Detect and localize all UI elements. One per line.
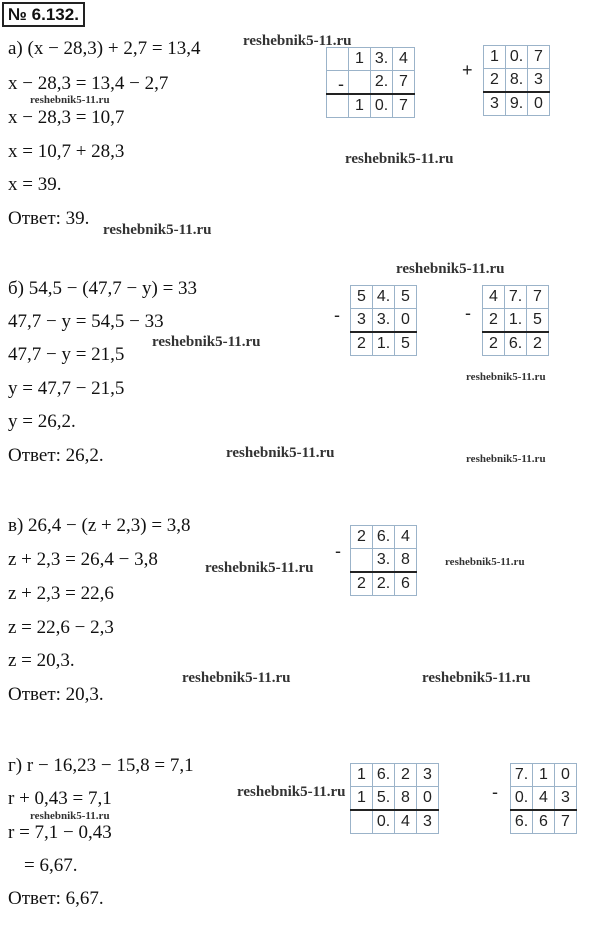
watermark: reshebnik5-11.ru [30,94,110,106]
column-calculation [350,525,417,596]
digit-cell: 1 [349,94,371,118]
digit-cell [349,71,371,95]
digit-cell: 5 [527,309,549,333]
equation-line: x − 28,3 = 10,7 [8,107,125,128]
column-calculation [482,285,549,356]
digit-cell: 1 [533,764,555,787]
digit-cell: 8 [395,787,417,811]
digit-cell: 8. [506,69,528,93]
digit-cell: 3 [528,69,550,93]
digit-cell: 2 [351,572,373,596]
minus-sign: - [334,305,340,325]
digit-cell: 1 [349,48,371,71]
equation-line: z = 20,3. [8,650,75,671]
digit-cell: 6. [505,332,527,356]
digit-cell: 1 [351,787,373,811]
digit-cell [351,549,373,573]
digit-cell [327,94,349,118]
digit-cell: 0. [511,787,533,811]
column-calculation [326,47,415,118]
digit-cell: 4 [393,48,415,71]
digit-cell: 4 [395,810,417,834]
watermark: reshebnik5-11.ru [182,670,291,686]
digit-cell: 1. [373,332,395,356]
digit-cell: 4 [395,526,417,549]
digit-cell: 2 [483,332,505,356]
digit-cell [351,810,373,834]
digit-cell: 6. [373,764,395,787]
digit-cell: 7. [511,764,533,787]
equation-line: в) 26,4 − (z + 2,3) = 3,8 [8,515,191,536]
digit-cell: 7 [555,810,577,834]
digit-cell: 1 [351,764,373,787]
digit-cell: 6 [395,572,417,596]
answer-line: Ответ: 39. [8,208,90,229]
digit-cell: 2 [527,332,549,356]
digit-cell: 0 [528,92,550,116]
digit-cell: 2 [351,332,373,356]
digit-cell: 4 [533,787,555,811]
digit-cell: 6. [511,810,533,834]
digit-cell: 5 [351,286,373,309]
column-calculation [510,763,577,834]
equation-line: а) (x − 28,3) + 2,7 = 13,4 [8,38,201,59]
digit-cell: 3 [484,92,506,116]
digit-cell: 3. [371,48,393,71]
digit-cell: 3 [417,764,439,787]
digit-cell: 9. [506,92,528,116]
watermark: reshebnik5-11.ru [226,445,335,461]
answer-line: Ответ: 20,3. [8,684,104,705]
watermark: reshebnik5-11.ru [396,261,505,277]
watermark: reshebnik5-11.ru [345,151,454,167]
digit-cell: 5 [395,286,417,309]
minus-sign: - [338,74,344,94]
watermark: reshebnik5-11.ru [237,784,346,800]
digit-cell: 2. [373,572,395,596]
digit-cell: 4 [483,286,505,309]
digit-cell: 3 [417,810,439,834]
digit-cell: 2 [395,764,417,787]
equation-line: r + 0,43 = 7,1 [8,788,112,809]
equation-line: г) r − 16,23 − 15,8 = 7,1 [8,755,194,776]
watermark: reshebnik5-11.ru [422,670,531,686]
watermark: reshebnik5-11.ru [445,556,525,568]
watermark: reshebnik5-11.ru [152,334,261,350]
column-calculation [350,763,439,834]
digit-cell: 0 [417,787,439,811]
equation-line: б) 54,5 − (47,7 − y) = 33 [8,278,198,299]
answer-line: Ответ: 6,67. [8,888,104,909]
digit-cell: 0. [373,810,395,834]
digit-cell: 2 [484,69,506,93]
digit-cell: 8 [395,549,417,573]
watermark: reshebnik5-11.ru [103,222,212,238]
equation-line: r = 7,1 − 0,43 [8,822,112,843]
digit-cell: 7 [528,46,550,69]
watermark: reshebnik5-11.ru [466,453,546,465]
digit-cell [327,48,349,71]
digit-cell: 1. [505,309,527,333]
digit-cell: 2. [371,71,393,95]
digit-cell: 2 [351,526,373,549]
digit-cell: 6. [373,526,395,549]
digit-cell: 7 [393,71,415,95]
problem-number: № 6.132. [2,2,85,27]
column-calculation [483,45,550,116]
digit-cell: 3. [373,309,395,333]
equation-line: 47,7 − y = 21,5 [8,344,125,365]
column-calculation [350,285,417,356]
equation-line: x − 28,3 = 13,4 − 2,7 [8,73,169,94]
equation-line: y = 47,7 − 21,5 [8,378,125,399]
equation-line: z + 2,3 = 26,4 − 3,8 [8,549,158,570]
equation-line: z + 2,3 = 22,6 [8,583,114,604]
digit-cell: 3. [373,549,395,573]
digit-cell: 3 [351,309,373,333]
digit-cell: 7 [527,286,549,309]
digit-cell: 7 [393,94,415,118]
digit-cell: 2 [483,309,505,333]
watermark: reshebnik5-11.ru [466,371,546,383]
equation-line: x = 10,7 + 28,3 [8,141,125,162]
minus-sign: - [335,541,341,561]
equation-line: x = 39. [8,174,62,195]
plus-sign: + [462,60,473,80]
digit-cell: 4. [373,286,395,309]
watermark: reshebnik5-11.ru [30,810,110,822]
minus-sign: - [465,303,471,323]
digit-cell: 5. [373,787,395,811]
digit-cell: 6 [533,810,555,834]
equation-line: y = 26,2. [8,411,76,432]
watermark: reshebnik5-11.ru [243,33,352,49]
digit-cell: 5 [395,332,417,356]
digit-cell: 7. [505,286,527,309]
watermark: reshebnik5-11.ru [205,560,314,576]
equation-line: z = 22,6 − 2,3 [8,617,114,638]
equation-line: = 6,67. [24,855,78,876]
digit-cell: 0. [371,94,393,118]
digit-cell: 0 [555,764,577,787]
digit-cell: 0. [506,46,528,69]
answer-line: Ответ: 26,2. [8,445,104,466]
minus-sign: - [492,782,498,802]
digit-cell [327,71,349,95]
equation-line: 47,7 − y = 54,5 − 33 [8,311,164,332]
digit-cell: 0 [395,309,417,333]
digit-cell: 3 [555,787,577,811]
digit-cell: 1 [484,46,506,69]
